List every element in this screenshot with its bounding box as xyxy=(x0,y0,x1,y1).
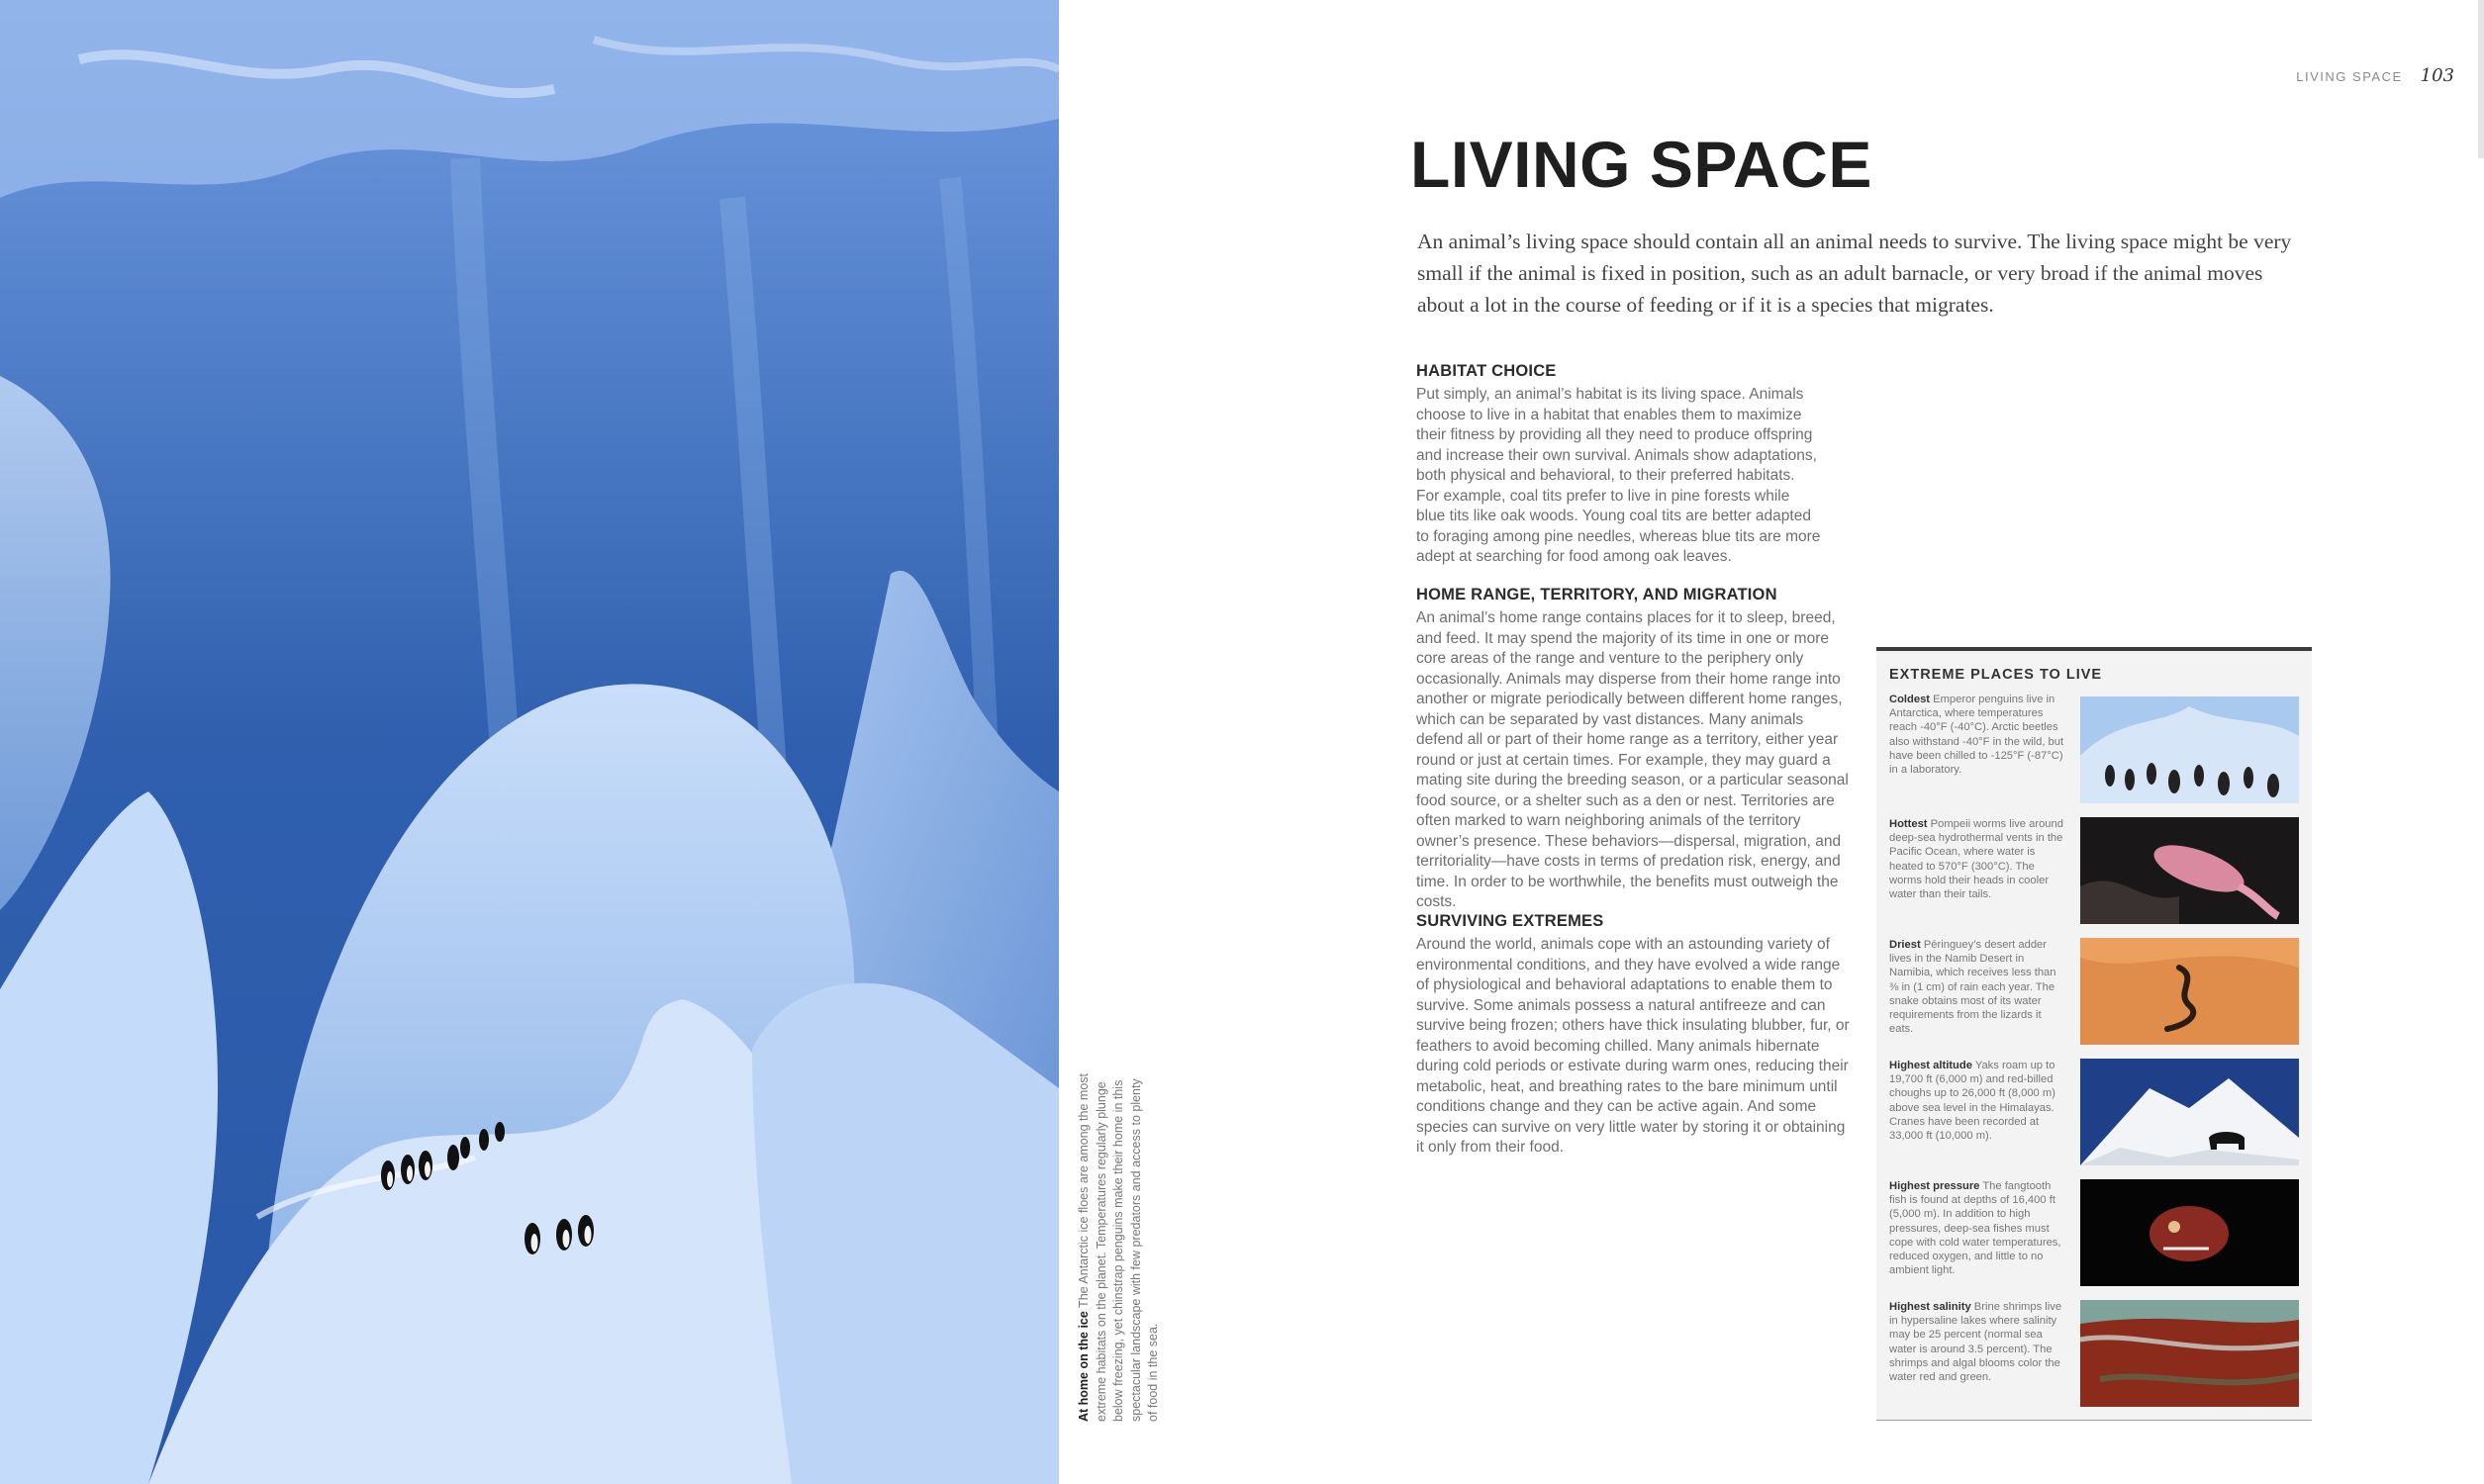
page-number: 103 xyxy=(2420,65,2454,86)
extreme-entry-salinity xyxy=(1889,1300,2067,1384)
extreme-entry-coldest xyxy=(1889,693,2067,777)
entry-text: Emperor penguins live in Antarctica, where temperatures reach -40°F (-40°C). Arctic beetles also withstand -40°F in the wild, but have been chilled to -125°F (-87°C) in a laboratory. xyxy=(1889,694,2064,777)
extreme-places-panel xyxy=(1876,647,2312,1421)
entry-text: Brine shrimps live in hypersaline lakes where salinity may be 25 percent (normal sea water is around 3.5 percent). The shrimps and algal blooms color the water red and green. xyxy=(1889,1301,2062,1384)
desert-adder-photo xyxy=(2080,938,2299,1045)
section-heading: SURVIVING EXTREMES xyxy=(1416,912,1604,930)
panel-heading: EXTREME PLACES TO LIVE xyxy=(1889,667,2103,683)
entry-text: Péringuey’s desert adder lives in the Namib Desert in Namibia, which receives less than ⅜ in (1 cm) of rain each year. The snake obtains most of its water requirements from the lizards it eats. xyxy=(1889,939,2056,1036)
entry-label: Coldest xyxy=(1889,694,1931,705)
section-body: An animal’s home range contains places for it to sleep, breed, and feed. It may spend the majority of its time in one or more core areas of the range and venture to the periphery only occasionally. Animals may disperse from their home range into another or migrate periodically between different home ranges, which can be separated by vast distances. Many animals defend all or part of their home range as a territory, either year round or just at certain times. For example, they may guard a mating site during the breeding season, or a particular seasonal food source, or a shelter such as a den or nest. Territories are often marked to warn neighboring animals of the territory owner’s presence. These behaviors—dispersal, migration, and territoriality—have costs in terms of predation risk, energy, and time. In order to be worthwhile, the benefits must outweigh the costs. xyxy=(1416,609,1849,910)
section-heading: HABITAT CHOICE xyxy=(1416,362,1557,380)
page-title: LIVING SPACE xyxy=(1410,128,1872,201)
extreme-entry-altitude xyxy=(1889,1059,2067,1143)
caption-text: The Antarctic ice floes are among the most extreme habitats on the planet. Temperatures regularly plunge below freezing, yet chinstrap penguins make their home in this spectacular landscape with few predators and access to plenty of food in the sea. xyxy=(1077,1073,1160,1422)
saline-lake-photo xyxy=(2080,1300,2299,1407)
penguins-on-ice-photo xyxy=(0,0,1059,1484)
extreme-entry-pressure xyxy=(1889,1179,2067,1277)
entry-label: Driest xyxy=(1889,939,1921,951)
intro-paragraph: An animal’s living space should contain all an animal needs to survive. The living space might be very small if the animal is fixed in position, such as an adult barnacle, or very broad if the animal moves about a lot in the course of feeding or if it is a species that migrates. xyxy=(1417,230,2292,317)
photo-caption xyxy=(1076,1070,1163,1422)
entry-text: Yaks roam up to 19,700 ft (6,000 m) and red-billed choughs up to 26,000 ft (8,000 m) above sea level in the Himalayas. Cranes have been recorded at 33,000 ft (10,000 m). xyxy=(1889,1060,2055,1143)
section-home-range xyxy=(1416,586,1852,913)
extreme-entry-driest xyxy=(1889,938,2067,1036)
section-surviving-extremes xyxy=(1416,912,1852,1159)
emperor-penguins-photo xyxy=(2080,696,2299,803)
section-heading: HOME RANGE, TERRITORY, AND MIGRATION xyxy=(1416,586,1777,603)
section-body: Put simply, an animal’s habitat is its living space. Animals choose to live in a habitat that enables them to maximize their fitness by providing all they need to produce offspring and increase their own survival. Animals show adaptations, both physical and behavioral, to their preferred habitats. For example, coal tits prefer to live in pine forests while blue tits like oak woods. Young coal tits are better adapted to foraging among pine needles, whereas blue tits are more adept at searching for food among oak leaves. xyxy=(1416,386,1821,565)
caption-lead: At home on the ice xyxy=(1077,1311,1091,1422)
entry-label: Highest pressure xyxy=(1889,1180,1980,1192)
section-habitat-choice xyxy=(1416,362,1822,568)
entry-text: Pompeii worms live around deep-sea hydrothermal vents in the Pacific Ocean, where water is heated to 570°F (300°C). The worms hold their heads in cooler water than their tails. xyxy=(1889,818,2063,901)
entry-text: The fangtooth fish is found at depths of 16,400 ft (5,000 m). In addition to high pressures, deep-sea fishes must cope with cold water temperatures, reduced oxygen, and little to no ambient light. xyxy=(1889,1180,2061,1277)
fangtooth-fish-photo xyxy=(2080,1179,2299,1286)
yak-mountain-photo xyxy=(2080,1059,2299,1165)
entry-label: Highest salinity xyxy=(1889,1301,1971,1313)
entry-label: Hottest xyxy=(1889,818,1928,830)
entry-label: Highest altitude xyxy=(1889,1060,1972,1071)
running-head xyxy=(2296,65,2454,86)
pompeii-worm-photo xyxy=(2080,817,2299,924)
page-edge-mark xyxy=(2478,0,2484,158)
section-body: Around the world, animals cope with an astounding variety of environmental conditions, and they have evolved a wide range of physiological and behavioral adaptations to enable them to survive. Some animals possess a natural antifreeze and can survive being frozen; others have thick insulating blubber, fur, or feathers to avoid becoming chilled. Many animals hibernate during cold periods or estivate during warm ones, reducing their metabolic, heat, and breathing rates to the bare minimum until conditions change and they can be active again. And some species can survive on very little water by storing it or obtaining it only from their food. xyxy=(1416,936,1850,1156)
ice-landscape-illustration xyxy=(0,0,1059,1484)
extreme-entry-hottest xyxy=(1889,817,2067,901)
running-head-section: LIVING SPACE xyxy=(2296,69,2403,84)
